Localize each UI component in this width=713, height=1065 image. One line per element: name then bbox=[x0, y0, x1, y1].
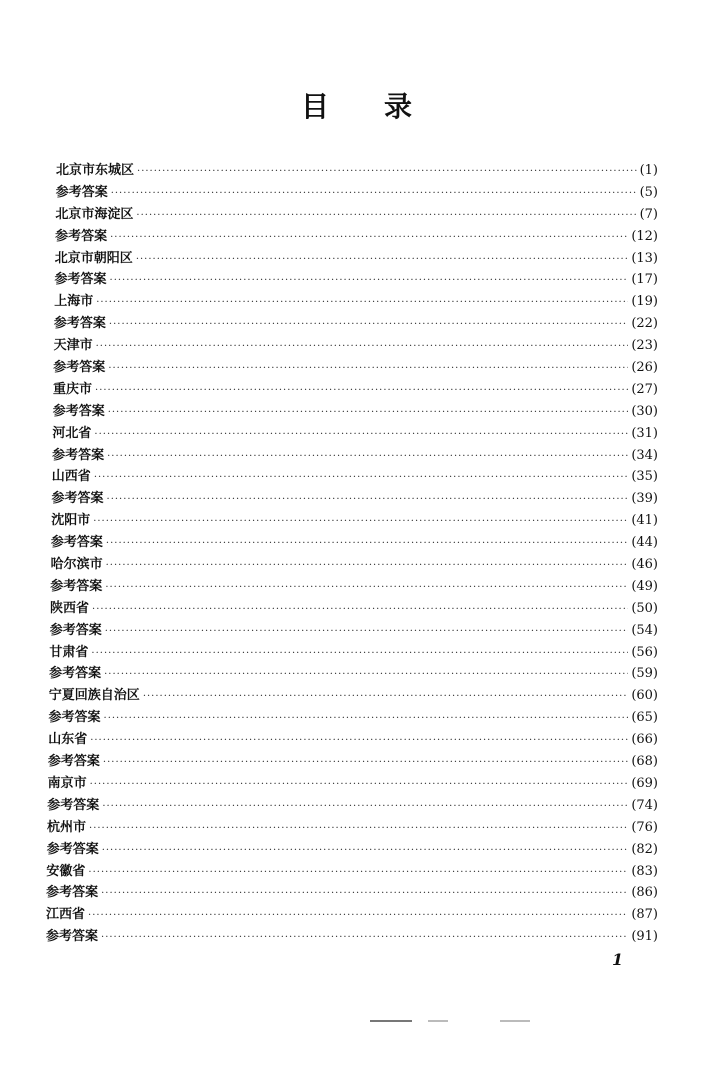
toc-entry-page: (41) bbox=[631, 513, 658, 529]
toc-entry bbox=[55, 269, 659, 291]
toc-entry-label: 宁夏回族自治区 bbox=[48, 688, 140, 704]
toc-entry-page: (35) bbox=[631, 469, 658, 485]
toc-entry-page: (17) bbox=[631, 272, 658, 288]
toc-entry-label: 杭州市 bbox=[47, 819, 87, 835]
toc-leader-dots bbox=[111, 183, 637, 205]
toc-leader-dots bbox=[107, 446, 628, 468]
toc-leader-dots bbox=[143, 686, 629, 708]
toc-entry-label: 天津市 bbox=[53, 338, 93, 354]
toc-entry-label: 南京市 bbox=[47, 775, 87, 791]
toc-leader-dots bbox=[103, 752, 628, 774]
toc-entry bbox=[55, 226, 658, 248]
page-number: 1 bbox=[612, 950, 624, 969]
toc-entry-page: (74) bbox=[631, 797, 658, 813]
toc-leader-dots bbox=[106, 555, 629, 577]
toc-entry-page: (19) bbox=[631, 294, 658, 310]
toc-entry-label: 参考答案 bbox=[52, 403, 105, 419]
toc-leader-dots bbox=[105, 621, 629, 643]
toc-leader-dots bbox=[89, 818, 628, 840]
title-char-left: 目 bbox=[300, 90, 329, 123]
toc-entry-label: 山东省 bbox=[48, 732, 88, 748]
toc-entry bbox=[48, 751, 658, 773]
toc-entry-page: (66) bbox=[631, 732, 658, 748]
toc-leader-dots bbox=[101, 883, 628, 905]
toc-entry bbox=[54, 313, 658, 335]
scan-artifact bbox=[370, 1020, 412, 1022]
toc-entry-label: 河北省 bbox=[52, 425, 92, 441]
toc-entry-page: (31) bbox=[631, 425, 658, 441]
toc-entry-page: (86) bbox=[631, 885, 658, 901]
toc-entry-label: 参考答案 bbox=[49, 622, 102, 638]
toc-leader-dots bbox=[94, 424, 628, 446]
toc-leader-dots bbox=[92, 599, 628, 621]
toc-leader-dots bbox=[102, 840, 629, 862]
toc-leader-dots bbox=[137, 161, 637, 183]
toc-entry-label: 参考答案 bbox=[55, 228, 108, 244]
toc-leader-dots bbox=[107, 489, 629, 511]
toc-entry bbox=[52, 423, 658, 445]
toc-entry-label: 参考答案 bbox=[50, 578, 103, 594]
toc-leader-dots bbox=[88, 905, 628, 927]
toc-entry-label: 参考答案 bbox=[53, 316, 106, 332]
page-title bbox=[0, 85, 713, 125]
toc-entry bbox=[50, 576, 658, 598]
toc-entry-label: 参考答案 bbox=[46, 841, 99, 857]
toc-entry bbox=[47, 795, 658, 817]
scan-artifact bbox=[428, 1020, 448, 1022]
toc-entry-label: 哈尔滨市 bbox=[50, 557, 103, 573]
toc-entry bbox=[56, 160, 658, 182]
toc-entry-page: (83) bbox=[631, 863, 658, 879]
toc-leader-dots bbox=[96, 292, 628, 314]
toc-entry-label: 重庆市 bbox=[53, 381, 93, 397]
toc-entry bbox=[50, 620, 658, 642]
toc-entry-label: 北京市朝阳区 bbox=[54, 250, 133, 266]
toc-entry bbox=[47, 839, 658, 861]
toc-entry-page: (12) bbox=[631, 228, 658, 244]
toc-entry-label: 参考答案 bbox=[46, 929, 99, 945]
toc-entry bbox=[51, 554, 658, 576]
toc-leader-dots bbox=[108, 358, 628, 380]
toc-leader-dots bbox=[90, 774, 629, 796]
toc-entry-page: (5) bbox=[639, 184, 658, 200]
toc-entry bbox=[46, 882, 658, 904]
toc-leader-dots bbox=[109, 314, 628, 336]
toc-entry-label: 北京市海淀区 bbox=[55, 206, 134, 222]
toc-entry-page: (34) bbox=[631, 447, 658, 463]
toc-leader-dots bbox=[96, 336, 629, 358]
toc-leader-dots bbox=[104, 708, 629, 730]
toc-entry-page: (7) bbox=[639, 206, 658, 222]
toc-entry-page: (49) bbox=[631, 578, 658, 594]
toc-entry-label: 安徽省 bbox=[46, 863, 86, 879]
toc-entry bbox=[51, 510, 658, 532]
toc-entry bbox=[49, 642, 658, 664]
toc-entry-label: 参考答案 bbox=[55, 184, 108, 200]
toc-entry-label: 参考答案 bbox=[54, 272, 107, 288]
toc-leader-dots bbox=[88, 862, 628, 884]
title-char-right: 录 bbox=[384, 90, 413, 123]
toc-entry-label: 参考答案 bbox=[53, 360, 106, 376]
toc-entry-page: (56) bbox=[631, 644, 658, 660]
toc-entry-page: (46) bbox=[631, 557, 658, 573]
toc-entry-label: 山西省 bbox=[51, 469, 91, 485]
toc-entry bbox=[52, 488, 659, 510]
toc-entry-label: 参考答案 bbox=[48, 710, 101, 726]
toc-leader-dots bbox=[95, 380, 628, 402]
toc-leader-dots bbox=[93, 511, 628, 533]
toc-entry bbox=[46, 861, 658, 883]
toc-leader-dots bbox=[91, 643, 628, 665]
toc-entry-page: (27) bbox=[631, 381, 658, 397]
toc-entry-page: (1) bbox=[639, 163, 658, 178]
toc-entry-label: 上海市 bbox=[54, 294, 94, 310]
toc-entry-label: 参考答案 bbox=[49, 666, 102, 682]
toc-entry bbox=[49, 707, 659, 729]
toc-entry-label: 北京市东城区 bbox=[56, 163, 135, 178]
toc-entry-page: (69) bbox=[631, 775, 658, 791]
toc-entry bbox=[53, 401, 658, 423]
toc-entry-page: (23) bbox=[631, 338, 658, 354]
toc-entry bbox=[56, 182, 658, 204]
scan-artifact bbox=[500, 1020, 530, 1022]
toc-entry bbox=[52, 466, 658, 488]
toc-entry-page: (60) bbox=[631, 688, 658, 704]
toc-entry-page: (54) bbox=[631, 622, 658, 638]
toc-entry-page: (44) bbox=[631, 535, 658, 551]
toc-entry bbox=[47, 817, 658, 839]
toc-entry-label: 参考答案 bbox=[51, 491, 104, 507]
toc-leader-dots bbox=[101, 927, 628, 949]
toc-leader-dots bbox=[110, 270, 629, 292]
toc-entry bbox=[55, 204, 658, 226]
toc-entry-page: (87) bbox=[631, 907, 658, 923]
toc-leader-dots bbox=[136, 249, 629, 271]
toc-entry-page: (22) bbox=[631, 316, 658, 332]
toc-entry-page: (26) bbox=[631, 360, 658, 376]
toc-leader-dots bbox=[105, 577, 628, 599]
toc-entry-label: 参考答案 bbox=[47, 754, 100, 770]
toc-entry bbox=[49, 663, 658, 685]
toc-entry bbox=[53, 379, 658, 401]
toc-entry bbox=[48, 773, 658, 795]
toc-entry-label: 沈阳市 bbox=[51, 513, 91, 529]
toc-entry-page: (13) bbox=[631, 250, 658, 266]
toc-entry bbox=[52, 445, 658, 467]
toc-entry bbox=[50, 598, 658, 620]
toc-entry-label: 参考答案 bbox=[50, 535, 103, 551]
toc-entry-page: (82) bbox=[631, 841, 658, 857]
toc-entry bbox=[48, 729, 658, 751]
toc-entry-page: (65) bbox=[631, 710, 658, 726]
toc-leader-dots bbox=[104, 664, 628, 686]
toc-entry bbox=[46, 904, 658, 926]
toc-leader-dots bbox=[106, 533, 628, 555]
toc-entry bbox=[46, 926, 658, 948]
toc-entry-label: 陕西省 bbox=[50, 600, 90, 616]
toc-entry bbox=[51, 532, 658, 554]
toc-entry bbox=[54, 335, 658, 357]
toc-entry-label: 江西省 bbox=[46, 907, 86, 923]
toc-entry-page: (68) bbox=[631, 754, 658, 770]
toc-entry-page: (76) bbox=[631, 819, 658, 835]
toc-entry-page: (59) bbox=[631, 666, 658, 682]
toc-entry bbox=[53, 357, 658, 379]
toc-entry-page: (91) bbox=[631, 929, 658, 945]
toc-entry-page: (39) bbox=[631, 491, 658, 507]
toc-leader-dots bbox=[90, 730, 628, 752]
toc-entry-label: 甘肃省 bbox=[49, 644, 89, 660]
toc-leader-dots bbox=[94, 467, 629, 489]
toc-leader-dots bbox=[108, 402, 629, 424]
toc-entry bbox=[54, 291, 658, 313]
toc-entry-page: (30) bbox=[631, 403, 658, 419]
toc-entry-label: 参考答案 bbox=[52, 447, 105, 463]
toc-entry-label: 参考答案 bbox=[46, 885, 99, 901]
toc-leader-dots bbox=[136, 205, 636, 227]
toc-leader-dots bbox=[102, 796, 628, 818]
toc-entry-label: 参考答案 bbox=[47, 797, 100, 813]
toc-leader-dots bbox=[110, 227, 628, 249]
toc-entry-page: (50) bbox=[631, 600, 658, 616]
table-of-contents bbox=[46, 160, 658, 948]
toc-entry bbox=[55, 248, 658, 270]
toc-entry bbox=[49, 685, 658, 707]
